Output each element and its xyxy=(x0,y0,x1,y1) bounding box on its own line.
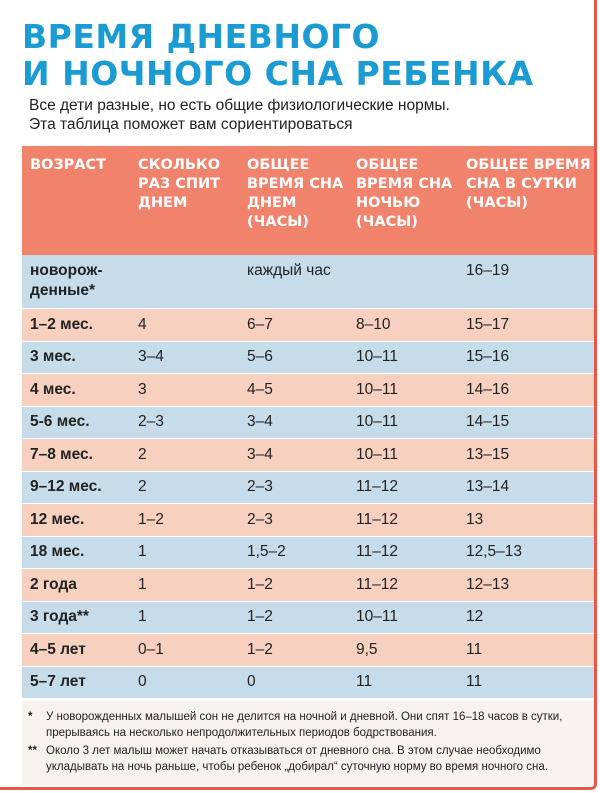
cell-age: 18 мес. xyxy=(30,543,85,561)
cell-night-sleep: 8–10 xyxy=(356,315,391,333)
cell-total-sleep: 13–15 xyxy=(466,445,510,463)
cell-total-sleep: 12 xyxy=(466,608,484,626)
cell-night-sleep: 10–11 xyxy=(356,380,398,398)
cell-age: 5–7 лет xyxy=(30,673,86,691)
cell-naps: 2 xyxy=(138,478,147,496)
cell-total-sleep: 11 xyxy=(466,673,483,691)
cell-age: новорож-денные* xyxy=(30,262,103,299)
header-night-sleep: ОБЩЕЕ ВРЕМЯ СНА НОЧЬЮ (ЧАСЫ) xyxy=(356,157,453,230)
cell-naps: 2–3 xyxy=(138,413,164,431)
cell-day-sleep: 1–2 xyxy=(247,640,273,658)
table-row xyxy=(22,602,594,635)
table-row xyxy=(22,407,594,440)
cell-total-sleep: 12,5–13 xyxy=(466,543,523,561)
subtitle-line-1: Все дети разные, но есть общие физиологические нормы. xyxy=(29,97,450,114)
footnote-mark: * xyxy=(28,711,33,723)
header-total-sleep: ОБЩЕЕ ВРЕМЯ СНА В СУТКИ (ЧАСЫ) xyxy=(466,157,591,211)
subtitle xyxy=(29,96,450,134)
cell-age: 7–8 мес. xyxy=(30,445,93,463)
cell-naps: 2 xyxy=(138,445,147,463)
cell-total-sleep: 13–14 xyxy=(466,478,510,496)
cell-age: 9–12 мес. xyxy=(30,478,102,496)
footnote-text: У новорожденных малышей сон не делится на ночной и дневной. Они спят 16–18 часов в сутки, прерываясь на несколько непродолжительных периодов бодрствования. xyxy=(46,711,563,739)
table-row xyxy=(22,504,594,537)
footnote-mark: ** xyxy=(28,745,37,757)
cell-naps: 3–4 xyxy=(138,348,164,366)
cell-naps: 1 xyxy=(138,608,147,626)
cell-day-sleep: 2–3 xyxy=(247,478,273,496)
sleep-table xyxy=(22,146,594,699)
cell-age: 1–2 мес. xyxy=(30,315,93,333)
table-row xyxy=(22,667,594,700)
cell-night-sleep: 10–11 xyxy=(356,445,398,463)
table-row xyxy=(22,472,594,505)
cell-total-sleep: 13 xyxy=(466,510,484,528)
table-row xyxy=(22,255,594,309)
table-header xyxy=(22,146,594,255)
cell-night-sleep: 11–12 xyxy=(356,510,398,528)
header-day-sleep: ОБЩЕЕ ВРЕМЯ СНА ДНЕМ (ЧАСЫ) xyxy=(247,157,344,230)
table-row xyxy=(22,569,594,602)
cell-day-sleep: 5–6 xyxy=(247,348,273,366)
cell-night-sleep: 11 xyxy=(356,673,373,691)
cell-night-sleep: 10–11 xyxy=(356,608,398,626)
cell-naps: 0–1 xyxy=(138,640,164,658)
cell-day-sleep: 1,5–2 xyxy=(247,543,286,561)
cell-night-sleep: 11–12 xyxy=(356,575,398,593)
table-body xyxy=(22,255,594,699)
cell-day-sleep: каждый час xyxy=(247,262,331,279)
cell-total-sleep: 14–15 xyxy=(466,413,510,431)
table-row xyxy=(22,537,594,570)
cell-day-sleep: 2–3 xyxy=(247,510,273,528)
header-naps: СКОЛЬКО РАЗ СПИТ ДНЕМ xyxy=(138,157,221,211)
cell-age: 4–5 лет xyxy=(30,640,86,658)
cell-night-sleep: 11–12 xyxy=(356,478,398,496)
cell-total-sleep: 12–13 xyxy=(466,575,510,593)
cell-day-sleep: 4–5 xyxy=(247,380,273,398)
table-row xyxy=(22,439,594,472)
cell-night-sleep: 11–12 xyxy=(356,543,398,561)
footnote-text: Около 3 лет малыш может начать отказываться от дневного сна. В этом случае необходимо укладывать на ночь раньше, чтобы ребенок „добирал“ суточную норму во время ночного сна. xyxy=(46,745,548,773)
table-row xyxy=(22,309,594,342)
cell-night-sleep: 10–11 xyxy=(356,348,398,366)
table-row xyxy=(22,374,594,407)
cell-age: 4 мес. xyxy=(30,380,76,398)
cell-day-sleep: 1–2 xyxy=(247,608,273,626)
title-line-2: И НОЧНОГО СНА РЕБЕНКА xyxy=(22,54,534,93)
cell-total-sleep: 14–16 xyxy=(466,380,510,398)
cell-age: 3 мес. xyxy=(30,348,76,366)
cell-age: 5-6 мес. xyxy=(30,413,90,431)
cell-total-sleep: 11 xyxy=(466,640,483,658)
cell-total-sleep: 15–17 xyxy=(466,315,510,333)
cell-naps: 3 xyxy=(138,380,147,398)
cell-total-sleep: 15–16 xyxy=(466,348,510,366)
cell-day-sleep: 6–7 xyxy=(247,315,273,333)
footnotes xyxy=(22,701,594,785)
cell-day-sleep: 1–2 xyxy=(247,575,273,593)
footnote-2 xyxy=(28,743,586,775)
footnote-1 xyxy=(28,709,586,741)
cell-naps: 1 xyxy=(138,575,147,593)
cell-naps: 1 xyxy=(138,543,147,561)
cell-naps: 4 xyxy=(138,315,147,333)
cell-day-sleep: 3–4 xyxy=(247,413,273,431)
table-row xyxy=(22,634,594,667)
page-title xyxy=(22,18,534,92)
table-row xyxy=(22,342,594,375)
cell-age: 12 мес. xyxy=(30,510,85,528)
cell-age: 3 года** xyxy=(30,608,89,626)
cell-night-sleep: 9,5 xyxy=(356,640,378,658)
header-age: ВОЗРАСТ xyxy=(30,157,107,173)
title-line-1: ВРЕМЯ ДНЕВНОГО xyxy=(22,17,381,56)
cell-total-sleep: 16–19 xyxy=(466,262,510,279)
cell-naps: 1–2 xyxy=(138,510,164,528)
cell-age: 2 года xyxy=(30,575,77,593)
subtitle-line-2: Эта таблица поможет вам сориентироваться xyxy=(29,116,353,133)
cell-naps: 0 xyxy=(138,673,147,691)
cell-day-sleep: 3–4 xyxy=(247,445,273,463)
cell-day-sleep: 0 xyxy=(247,673,256,691)
cell-night-sleep: 10–11 xyxy=(356,413,398,431)
